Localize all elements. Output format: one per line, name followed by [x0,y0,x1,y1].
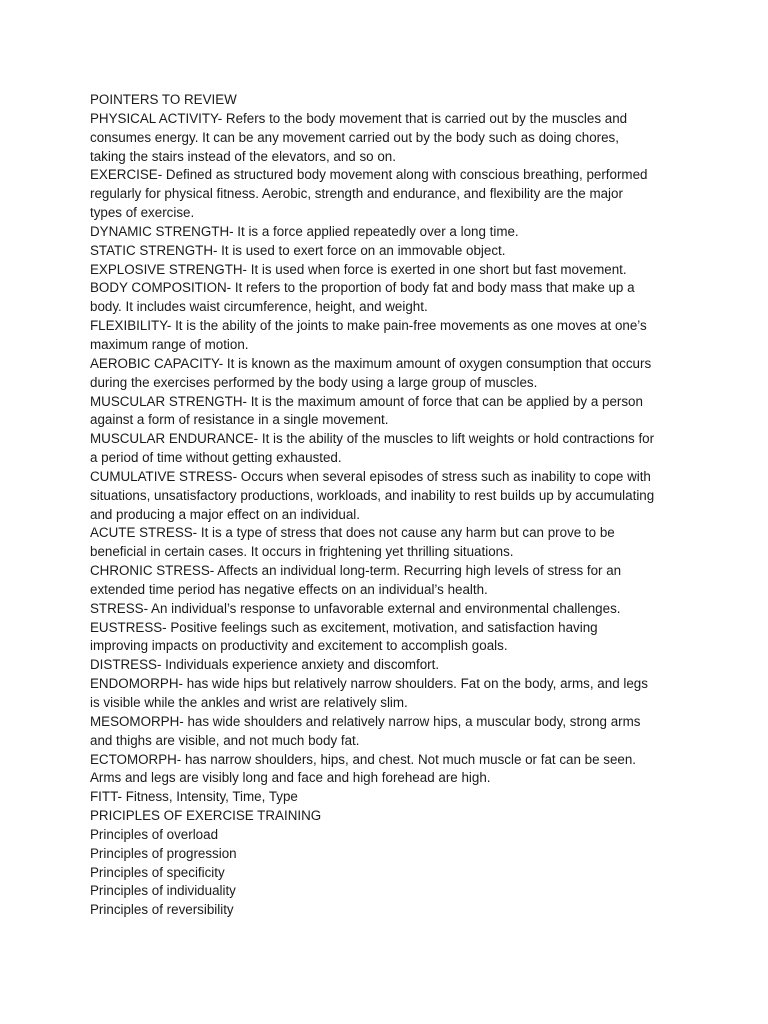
paragraph-dynamic-strength: DYNAMIC STRENGTH- It is a force applied repeatedly over a long time. [90,223,519,239]
paragraph-aerobic-capacity: AEROBIC CAPACITY- It is known as the maximum amount of oxygen consumption that occurs during the exercises performed by the body using a large group of muscles. [90,355,652,390]
paragraph-explosive-strength: EXPLOSIVE STRENGTH- It is used when force is exerted in one short but fast movement. [90,261,627,277]
paragraph-endomorph: ENDOMORPH- has wide hips but relatively narrow shoulders. Fat on the body, arms, and legs is visible while the ankles and wrist are relatively slim. [90,676,648,710]
document-heading: POINTERS TO REVIEW [90,92,237,107]
paragraph-ectomorph: ECTOMORPH- has narrow shoulders, hips, and chest. Not much muscle or fat can be seen. Arms and legs are visibly long and face and high forehead are high. [90,751,637,786]
paragraph-chronic-stress: CHRONIC STRESS- Affects an individual long-term. Recurring high levels of stress for an extended time period has negative effects on an individual’s health. [90,563,622,597]
paragraph-muscular-strength: MUSCULAR STRENGTH- It is the maximum amount of force that can be applied by a person against a form of resistance in a single movement. [90,393,643,428]
paragraph-principles-heading: PRICIPLES OF EXERCISE TRAINING [90,808,322,824]
list-item-individuality: Principles of individuality [90,883,236,899]
paragraph-acute-stress: ACUTE STRESS- It is a type of stress that does not cause any harm but can prove to be beneficial in certain cases. It occurs in frightening yet thrilling situations. [90,525,615,560]
paragraph-mesomorph: MESOMORPH- has wide shoulders and relatively narrow hips, a muscular body, strong arms and thighs are visible, and not much body fat. [90,713,641,748]
paragraph-muscular-endurance: MUSCULAR ENDURANCE- It is the ability of the muscles to lift weights or hold contractions for a period of time without getting exhausted. [90,431,655,466]
paragraph-static-strength: STATIC STRENGTH- It is used to exert force on an immovable object. [90,242,506,258]
paragraph-eustress: EUSTRESS- Positive feelings such as excitement, motivation, and satisfaction having improving impacts on productivity and excitement to accomplish goals. [90,619,598,654]
list-item-overload: Principles of overload [90,826,219,842]
list-item-specificity: Principles of specificity [90,864,225,880]
paragraph-body-composition: BODY COMPOSITION- It refers to the proportion of body fat and body mass that make up a body. It includes waist circumference, height, and weight. [90,280,635,315]
paragraph-exercise: EXERCISE- Defined as structured body movement along with conscious breathing, performed regularly for physical fitness. Aerobic, strength and endurance, and flexibility are the major types of exercise. [90,167,648,221]
paragraph-physical-activity: PHYSICAL ACTIVITY- Refers to the body movement that is carried out by the muscles and consumes energy. It can be any movement carried out by the body such as doing chores, taking the stairs instead of the elevators, and so on. [90,110,628,164]
paragraph-distress: DISTRESS- Individuals experience anxiety and discomfort. [90,657,440,673]
paragraph-flexibility: FLEXIBILITY- It is the ability of the joints to make pain-free movements as one moves at one’s maximum range of motion. [90,318,647,352]
paragraph-stress: STRESS- An individual’s response to unfavorable external and environmental challenges. [90,600,621,616]
list-item-progression: Principles of progression [90,845,237,861]
paragraph-fitt: FITT- Fitness, Intensity, Time, Type [90,789,298,805]
list-item-reversibility: Principles of reversibility [90,902,234,918]
paragraph-cumulative-stress: CUMULATIVE STRESS- Occurs when several episodes of stress such as inability to cope with situations, unsatisfactory productions, workloads, and inability to rest builds up by accumulating and producing a major effect on an individual. [90,468,655,522]
document-body [90,91,655,920]
